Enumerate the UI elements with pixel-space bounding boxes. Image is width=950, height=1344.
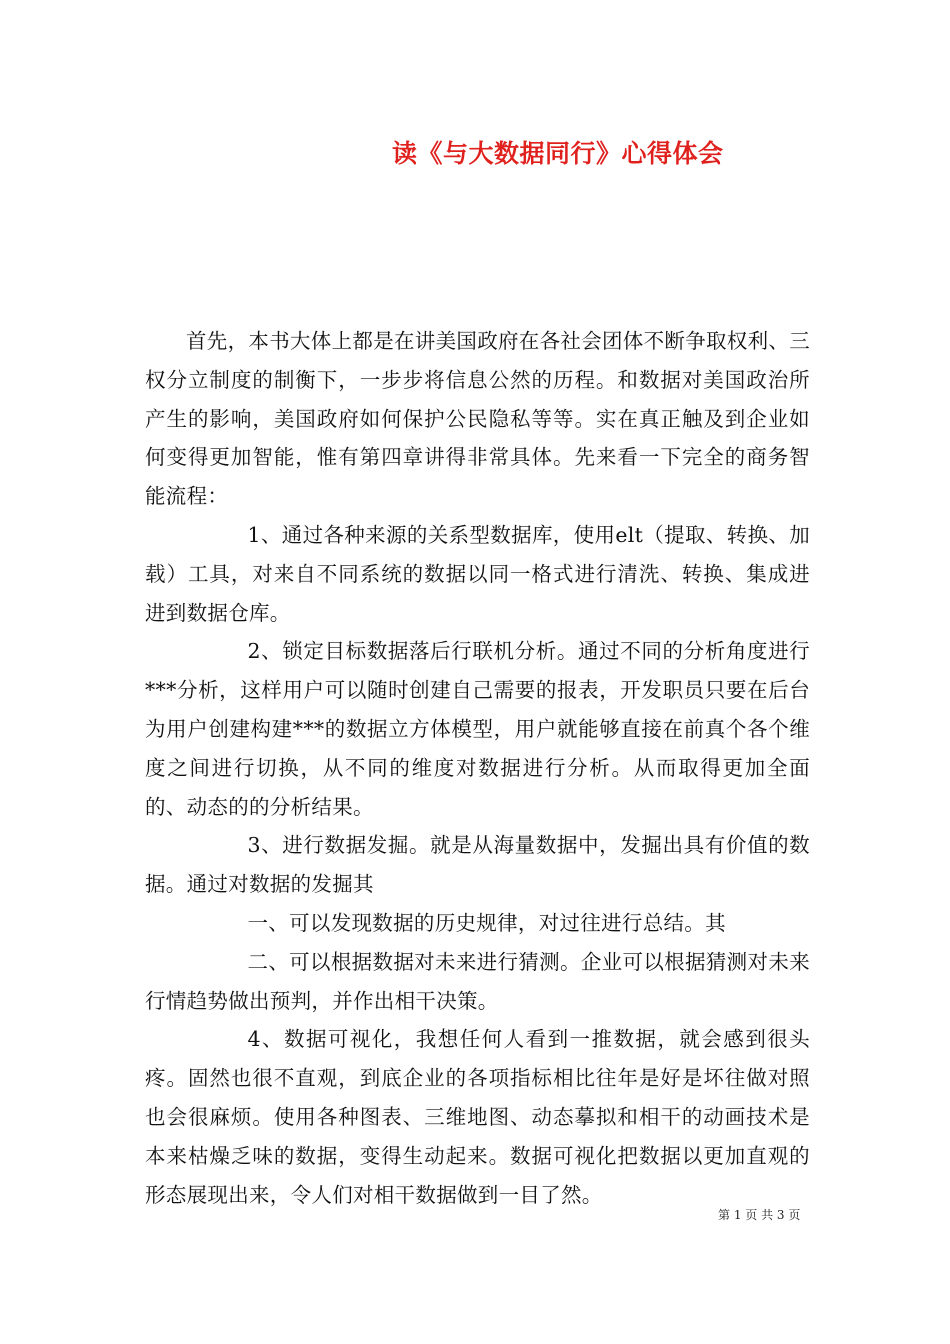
paragraph-step-1: 1、通过各种来源的关系型数据库，使用elt（提取、转换、加载）工具，对来自不同系统的数据以同一格式进行清洗、转换、集成进进到数据仓库。 [145,522,810,625]
page-number: 第 1 页 共 3 页 [718,1208,801,1222]
paragraph-step-2: 2、锁定目标数据落后行联机分析。通过不同的分析角度进行***分析，这样用户可以随时创建自己需要的报表，开发职员只要在后台为用户创建构建***的数据立方体模型，用户就能够直接在前真个各个维度之间进行切换，从不同的维度对数据进行分析。从而取得更加全面的、动态的的分析结果。 [145,639,810,819]
paragraph-point-1: 一、可以发现数据的历史规律，对过往进行总结。其 [247,910,726,935]
document-body [145,322,810,1214]
paragraph-intro: 首先，本书大体上都是在讲美国政府在各社会团体不断争取权利、三权分立制度的制衡下，一步步将信息公然的历程。和数据对美国政治所产生的影响，美国政府如何保护公民隐私等等。实在真正触及到企业如何变得更加智能，惟有第四章讲得非常具体。先来看一下完全的商务智能流程： [145,329,810,509]
paragraph-step-4: 4、数据可视化，我想任何人看到一推数据，就会感到很头疼。固然也很不直观，到底企业的各项指标相比往年是好是坏往做对照也会很麻烦。使用各种图表、三维地图、动态摹拟和相干的动画技术是本来枯燥乏味的数据，变得生动起来。数据可视化把数据以更加直观的形态展现出来，令人们对相干数据做到一目了然。 [145,1027,810,1207]
paragraph-step-3: 3、进行数据发掘。就是从海量数据中，发掘出具有价值的数据。通过对数据的发掘其 [145,833,810,897]
paragraph-point-2: 二、可以根据数据对未来进行猜测。企业可以根据猜测对未来行情趋势做出预判，并作出相干决策。 [145,949,810,1013]
page-title: 读《与大数据同行》心得体会 [392,139,724,168]
